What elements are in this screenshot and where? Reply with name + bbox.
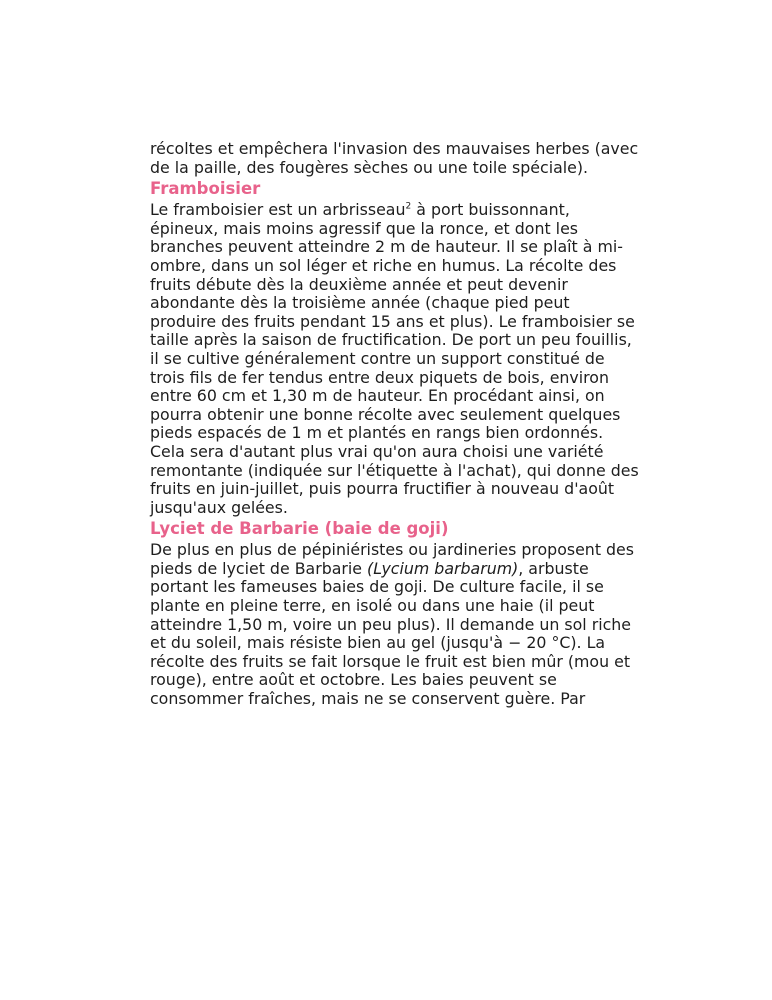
intro-paragraph: récoltes et empêchera l'invasion des mauvaises herbes (avec de la paille, des fougères sèches ou une toile spéciale). bbox=[150, 139, 639, 177]
framboisier-paragraph bbox=[150, 201, 640, 517]
lyciet-text-rest: , arbuste portant les fameuses baies de goji. De culture facile, il se plante en pleine terre, en isolé ou dans une haie (il peut atteindre 1,50 m, voire un peu plus). Il demande un sol riche et du soleil, mais résiste bien au gel (jusqu'à − 20 °C). La récolte des fruits se fait lorsque le fruit est bien mûr (mou et rouge), entre août et octobre. Les baies peuvent se consommer fraîches, mais ne se conservent guère. Par bbox=[150, 558, 632, 709]
framboisier-text-start: Le framboisier est un arbrisseau bbox=[150, 200, 406, 220]
framboisier-text-rest: à port buissonnant, épineux, mais moins agressif que la ronce, et dont les branches peuvent atteindre 2 m de hauteur. Il se plaît à mi-ombre, dans un sol léger et riche en humus. La récolte des fruits débute dès la deuxième année et peut devenir abondante dès la troisième année (chaque pied peut produire des fruits pendant 15 ans et plus). Le framboisier se taille après la saison de fructification. De port un peu fouillis, il se cultive généralement contre un support constitué de trois fils de fer tendus entre deux piquets de bois, environ entre 60 cm et 1,30 m de hauteur. En procédant ainsi, on pourra obtenir une bonne récolte avec seulement quelques pieds espacés de 1 m et plantés en rangs bien ordonnés. Cela sera d'autant plus vrai qu'on aura choisi une variété remontante (indiquée sur l'étiquette à l'achat), qui donne des fruits en juin-juillet, puis pourra fructifier à nouveau d'août jusqu'aux gelées. bbox=[150, 200, 639, 517]
footnote-marker: 2 bbox=[405, 201, 412, 212]
heading-framboisier: Framboisier bbox=[150, 179, 261, 199]
lyciet-text-start: De plus en plus de pépiniéristes ou jardineries proposent des pieds de lyciet de Barbarie bbox=[150, 540, 635, 578]
lyciet-paragraph bbox=[150, 541, 640, 708]
page-column bbox=[150, 140, 640, 709]
heading-lyciet: Lyciet de Barbarie (baie de goji) bbox=[150, 519, 449, 539]
latin-name: (Lycium barbarum) bbox=[367, 558, 519, 578]
